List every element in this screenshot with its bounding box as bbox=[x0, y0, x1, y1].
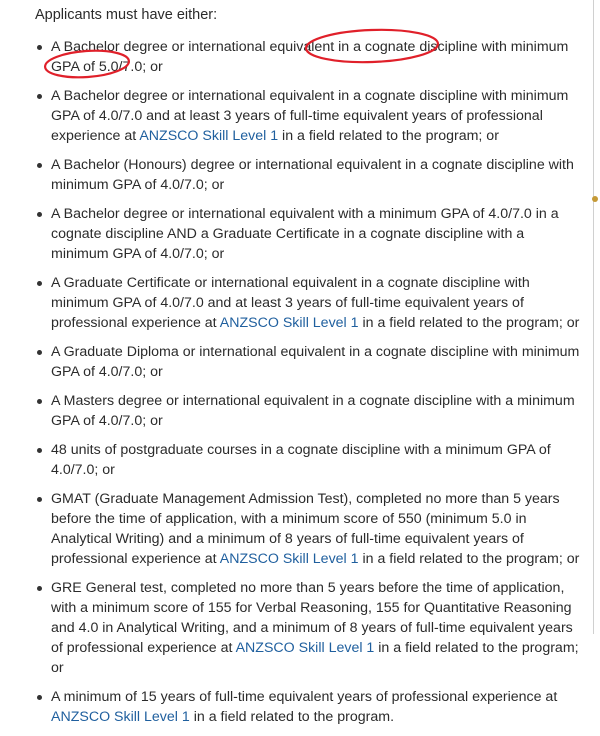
requirement-text: in a field related to the program; or bbox=[358, 315, 580, 331]
requirement-text: A Masters degree or international equivalent in a cognate discipline with a minimum GPA of 4.0/7.0; or bbox=[51, 393, 575, 429]
requirement-item bbox=[0, 391, 600, 431]
requirement-item bbox=[0, 37, 600, 77]
anzsco-skill-level-link[interactable]: ANZSCO Skill Level 1 bbox=[51, 709, 190, 725]
requirement-text: A Bachelor (Honours) degree or international equivalent in a cognate discipline with minimum GPA of 4.0/7.0; or bbox=[51, 157, 574, 193]
anzsco-skill-level-link[interactable]: ANZSCO Skill Level 1 bbox=[219, 315, 359, 331]
requirement-text: 48 units of postgraduate courses in a cognate discipline with a minimum GPA of 4.0/7.0; or bbox=[51, 442, 551, 478]
requirement-text: A Graduate Diploma or international equivalent in a cognate discipline with minimum GPA of 4.0/7.0; or bbox=[51, 344, 580, 380]
requirement-text: A Graduate Certificate or international equivalent in a cognate discipline with minimum GPA of 4.0/7.0 and at least 3 years of full-time equivalent years of professional experience at bbox=[51, 275, 530, 331]
requirement-item bbox=[0, 155, 600, 195]
requirement-item bbox=[0, 687, 600, 727]
anzsco-skill-level-link[interactable]: ANZSCO Skill Level 1 bbox=[235, 640, 375, 656]
requirement-text: in a field related to the program. bbox=[189, 709, 395, 725]
requirement-text: A minimum of 15 years of full-time equivalent years of professional experience at bbox=[51, 689, 558, 705]
requirement-text: A Bachelor degree or international equivalent in a cognate discipline with minimum GPA of 4.0/7.0 and at least 3 years of full-time equivalent years of professional experience at bbox=[51, 88, 569, 144]
requirement-text: A Bachelor degree or international equivalent with a minimum GPA of 4.0/7.0 in a cognate discipline AND a Graduate Certificate in a cognate discipline with a minimum GPA of 4.0/7.0; or bbox=[51, 206, 559, 262]
requirement-item bbox=[0, 342, 600, 382]
requirement-item bbox=[0, 489, 600, 569]
requirement-text: GMAT (Graduate Management Admission Test), completed no more than 5 years before the time of application, with a minimum score of 550 (minimum 5.0 in Analytical Writing) and a minimum of 8 years of full-time equivalent years of professional experience at bbox=[51, 491, 560, 567]
requirement-item bbox=[0, 440, 600, 480]
requirements-list bbox=[0, 37, 600, 736]
requirement-item bbox=[0, 204, 600, 264]
requirement-text: in a field related to the program; or bbox=[358, 551, 580, 567]
requirement-text: in a field related to the program; or bbox=[51, 640, 579, 676]
requirement-item bbox=[0, 273, 600, 333]
requirement-item bbox=[0, 578, 600, 678]
page-edge-divider bbox=[593, 0, 594, 634]
intro-text: Applicants must have either: bbox=[35, 7, 218, 23]
anzsco-skill-level-link[interactable]: ANZSCO Skill Level 1 bbox=[139, 128, 279, 144]
requirement-item bbox=[0, 86, 600, 146]
requirement-text: GRE General test, completed no more than 5 years before the time of application, with a minimum score of 155 for Verbal Reasoning, 155 for Quantitative Reasoning and 4.0 in Analytical Writing, and a minimum of 8 years of full-time equivalent years of professional experience at bbox=[51, 580, 573, 656]
requirement-text: in a field related to the program; or bbox=[278, 128, 499, 144]
requirement-text: A Bachelor degree or international equivalent in a cognate discipline with minimum GPA of 5.0/7.0; or bbox=[51, 39, 569, 75]
edge-marker bbox=[592, 196, 598, 202]
anzsco-skill-level-link[interactable]: ANZSCO Skill Level 1 bbox=[219, 551, 359, 567]
